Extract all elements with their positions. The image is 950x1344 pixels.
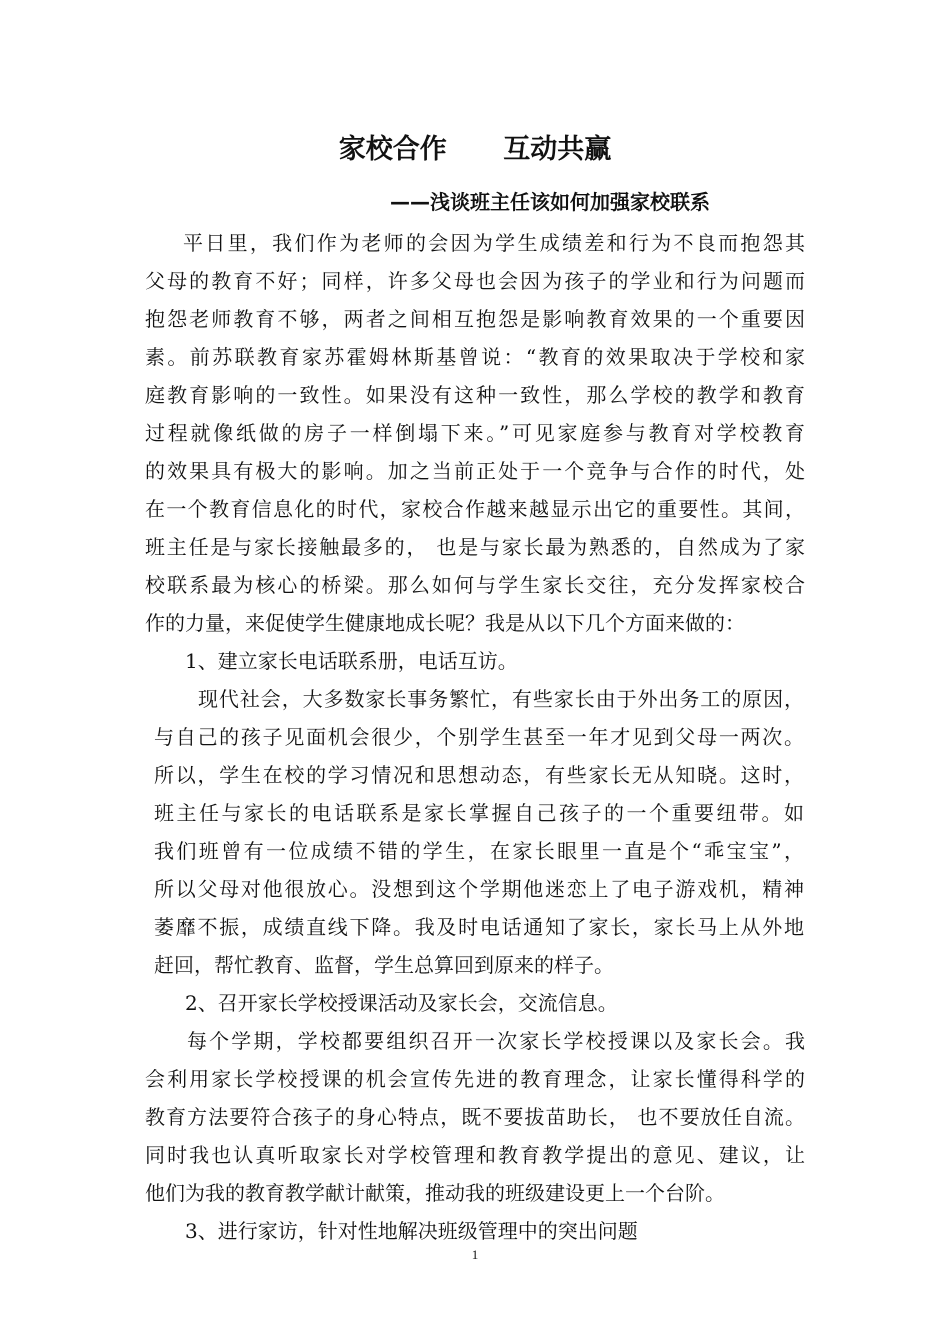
text-line: 会利用家长学校授课的机会宣传先进的教育理念，让家长懂得科学的 [145,1067,805,1091]
section-heading: 3、进行家访，针对性地解决班级管理中的突出问题 [185,1219,638,1243]
text-line: 抱怨老师教育不够，两者之间相互抱怨是影响教育效果的一个重要因 [145,307,805,331]
text-line: 的效果具有极大的影响。加之当前正处于一个竞争与合作的时代，处 [145,459,805,483]
page-number: 1 [471,1247,479,1262]
text-line: 在一个教育信息化的时代，家校合作越来越显示出它的重要性。其间， [145,497,805,521]
text-line: 素。前苏联教育家苏霍姆林斯基曾说：“教育的效果取决于学校和家 [145,345,805,369]
text-line: 平日里，我们作为老师的会因为学生成绩差和行为不良而抱怨其 [183,231,805,255]
text-line: 萎靡不振，成绩直线下降。我及时电话通知了家长，家长马上从外地 [154,915,804,939]
section-heading: 2、召开家长学校授课活动及家长会，交流信息。 [185,991,618,1015]
text-line: 班主任是与家长接触最多的， 也是与家长最为熟悉的，自然成为了家 [145,535,805,559]
text-line: 父母的教育不好；同样，许多父母也会因为孩子的学业和行为问题而 [145,269,805,293]
page-subtitle: ——浅谈班主任该如何加强家校联系 [390,190,710,214]
text-line: 我们班曾有一位成绩不错的学生，在家长眼里一直是个“乖宝宝”， [154,839,804,863]
text-line: 所以，学生在校的学习情况和思想动态，有些家长无从知晓。这时， [154,763,804,787]
text-line: 他们为我的教育教学献计献策，推动我的班级建设更上一个台阶。 [145,1181,725,1205]
text-line: 每个学期，学校都要组织召开一次家长学校授课以及家长会。我 [187,1029,805,1053]
text-line: 赶回，帮忙教育、监督，学生总算回到原来的样子。 [154,953,614,977]
text-line: 庭教育影响的一致性。如果没有这种一致性，那么学校的教学和教育 [145,383,805,407]
text-line: 所以父母对他很放心。没想到这个学期他迷恋上了电子游戏机，精神 [154,877,804,901]
text-line: 教育方法要符合孩子的身心特点，既不要拔苗助长， 也不要放任自流。 [145,1105,805,1129]
text-line: 作的力量，来促使学生健康地成长呢？我是从以下几个方面来做的： [145,611,745,635]
text-line: 班主任与家长的电话联系是家长掌握自己孩子的一个重要纽带。如 [154,801,804,825]
text-line: 校联系最为核心的桥梁。那么如何与学生家长交往，充分发挥家校合 [145,573,805,597]
section-heading: 1、建立家长电话联系册，电话互访。 [185,649,518,673]
text-line: 现代社会，大多数家长事务繁忙，有些家长由于外出务工的原因， [198,687,804,711]
text-line: 同时我也认真听取家长对学校管理和教育教学提出的意见、建议，让 [145,1143,805,1167]
text-line: 与自己的孩子见面机会很少，个别学生甚至一年才见到父母一两次。 [154,725,804,749]
text-line: 过程就像纸做的房子一样倒塌下来。”可见家庭参与教育对学校教育 [145,421,805,445]
page-title: 家校合作 互动共赢 [338,134,612,165]
